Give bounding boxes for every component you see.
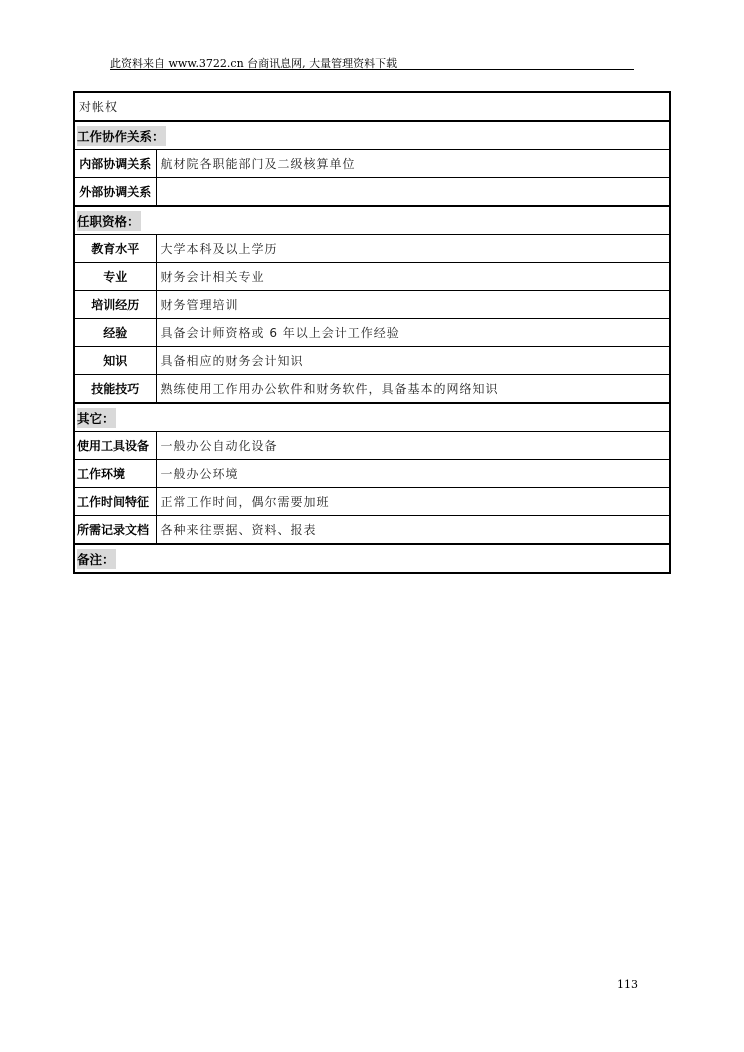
section-title: 任职资格： [77,211,141,231]
row-label: 专业 [74,263,156,291]
section-header-remarks [74,544,670,573]
row-label: 教育水平 [74,235,156,263]
row-value: 一般办公环境 [156,460,670,488]
row-label: 工作时间特征 [74,488,156,516]
table-row [74,178,670,207]
page-number: 113 [617,978,638,991]
row-value: 航材院各职能部门及二级核算单位 [156,150,670,178]
table-row [74,347,670,375]
row-value: 各种来往票据、资料、报表 [156,516,670,545]
row-label: 经验 [74,319,156,347]
table-row [74,488,670,516]
page-header-text: 此资料来自 www.3722.cn 台商讯息网, 大量管理资料下载 [110,57,398,70]
row-value: 财务会计相关专业 [156,263,670,291]
section-title: 备注： [77,549,116,569]
row-value: 具备会计师资格或 6 年以上会计工作经验 [156,319,670,347]
row-label: 培训经历 [74,291,156,319]
row-label: 知识 [74,347,156,375]
row-label: 内部协调关系 [74,150,156,178]
job-description-table [73,91,671,574]
row-label: 技能技巧 [74,375,156,404]
table-row [74,92,670,121]
table-row [74,291,670,319]
row-value: 熟练使用工作用办公软件和财务软件，具备基本的网络知识 [156,375,670,404]
table-row [74,375,670,404]
table-row [74,516,670,545]
row-value: 正常工作时间，偶尔需要加班 [156,488,670,516]
table-row [74,150,670,178]
row-value [156,178,670,207]
section-title: 工作协作关系： [77,126,166,146]
section-header-qualifications [74,206,670,235]
table-row [74,263,670,291]
table-row [74,460,670,488]
row-value: 具备相应的财务会计知识 [156,347,670,375]
table-row [74,432,670,460]
row-value: 一般办公自动化设备 [156,432,670,460]
row-value: 财务管理培训 [156,291,670,319]
table-row [74,235,670,263]
row-label: 使用工具设备 [74,432,156,460]
section-header-other [74,403,670,432]
row-value: 大学本科及以上学历 [156,235,670,263]
row-label: 所需记录文档 [74,516,156,545]
table-row [74,319,670,347]
section-title: 其它： [77,408,116,428]
row-label: 外部协调关系 [74,178,156,207]
row-label: 工作环境 [74,460,156,488]
top-row-text: 对帐权 [74,92,670,121]
section-header-collaboration [74,121,670,150]
header-rule [110,69,634,70]
